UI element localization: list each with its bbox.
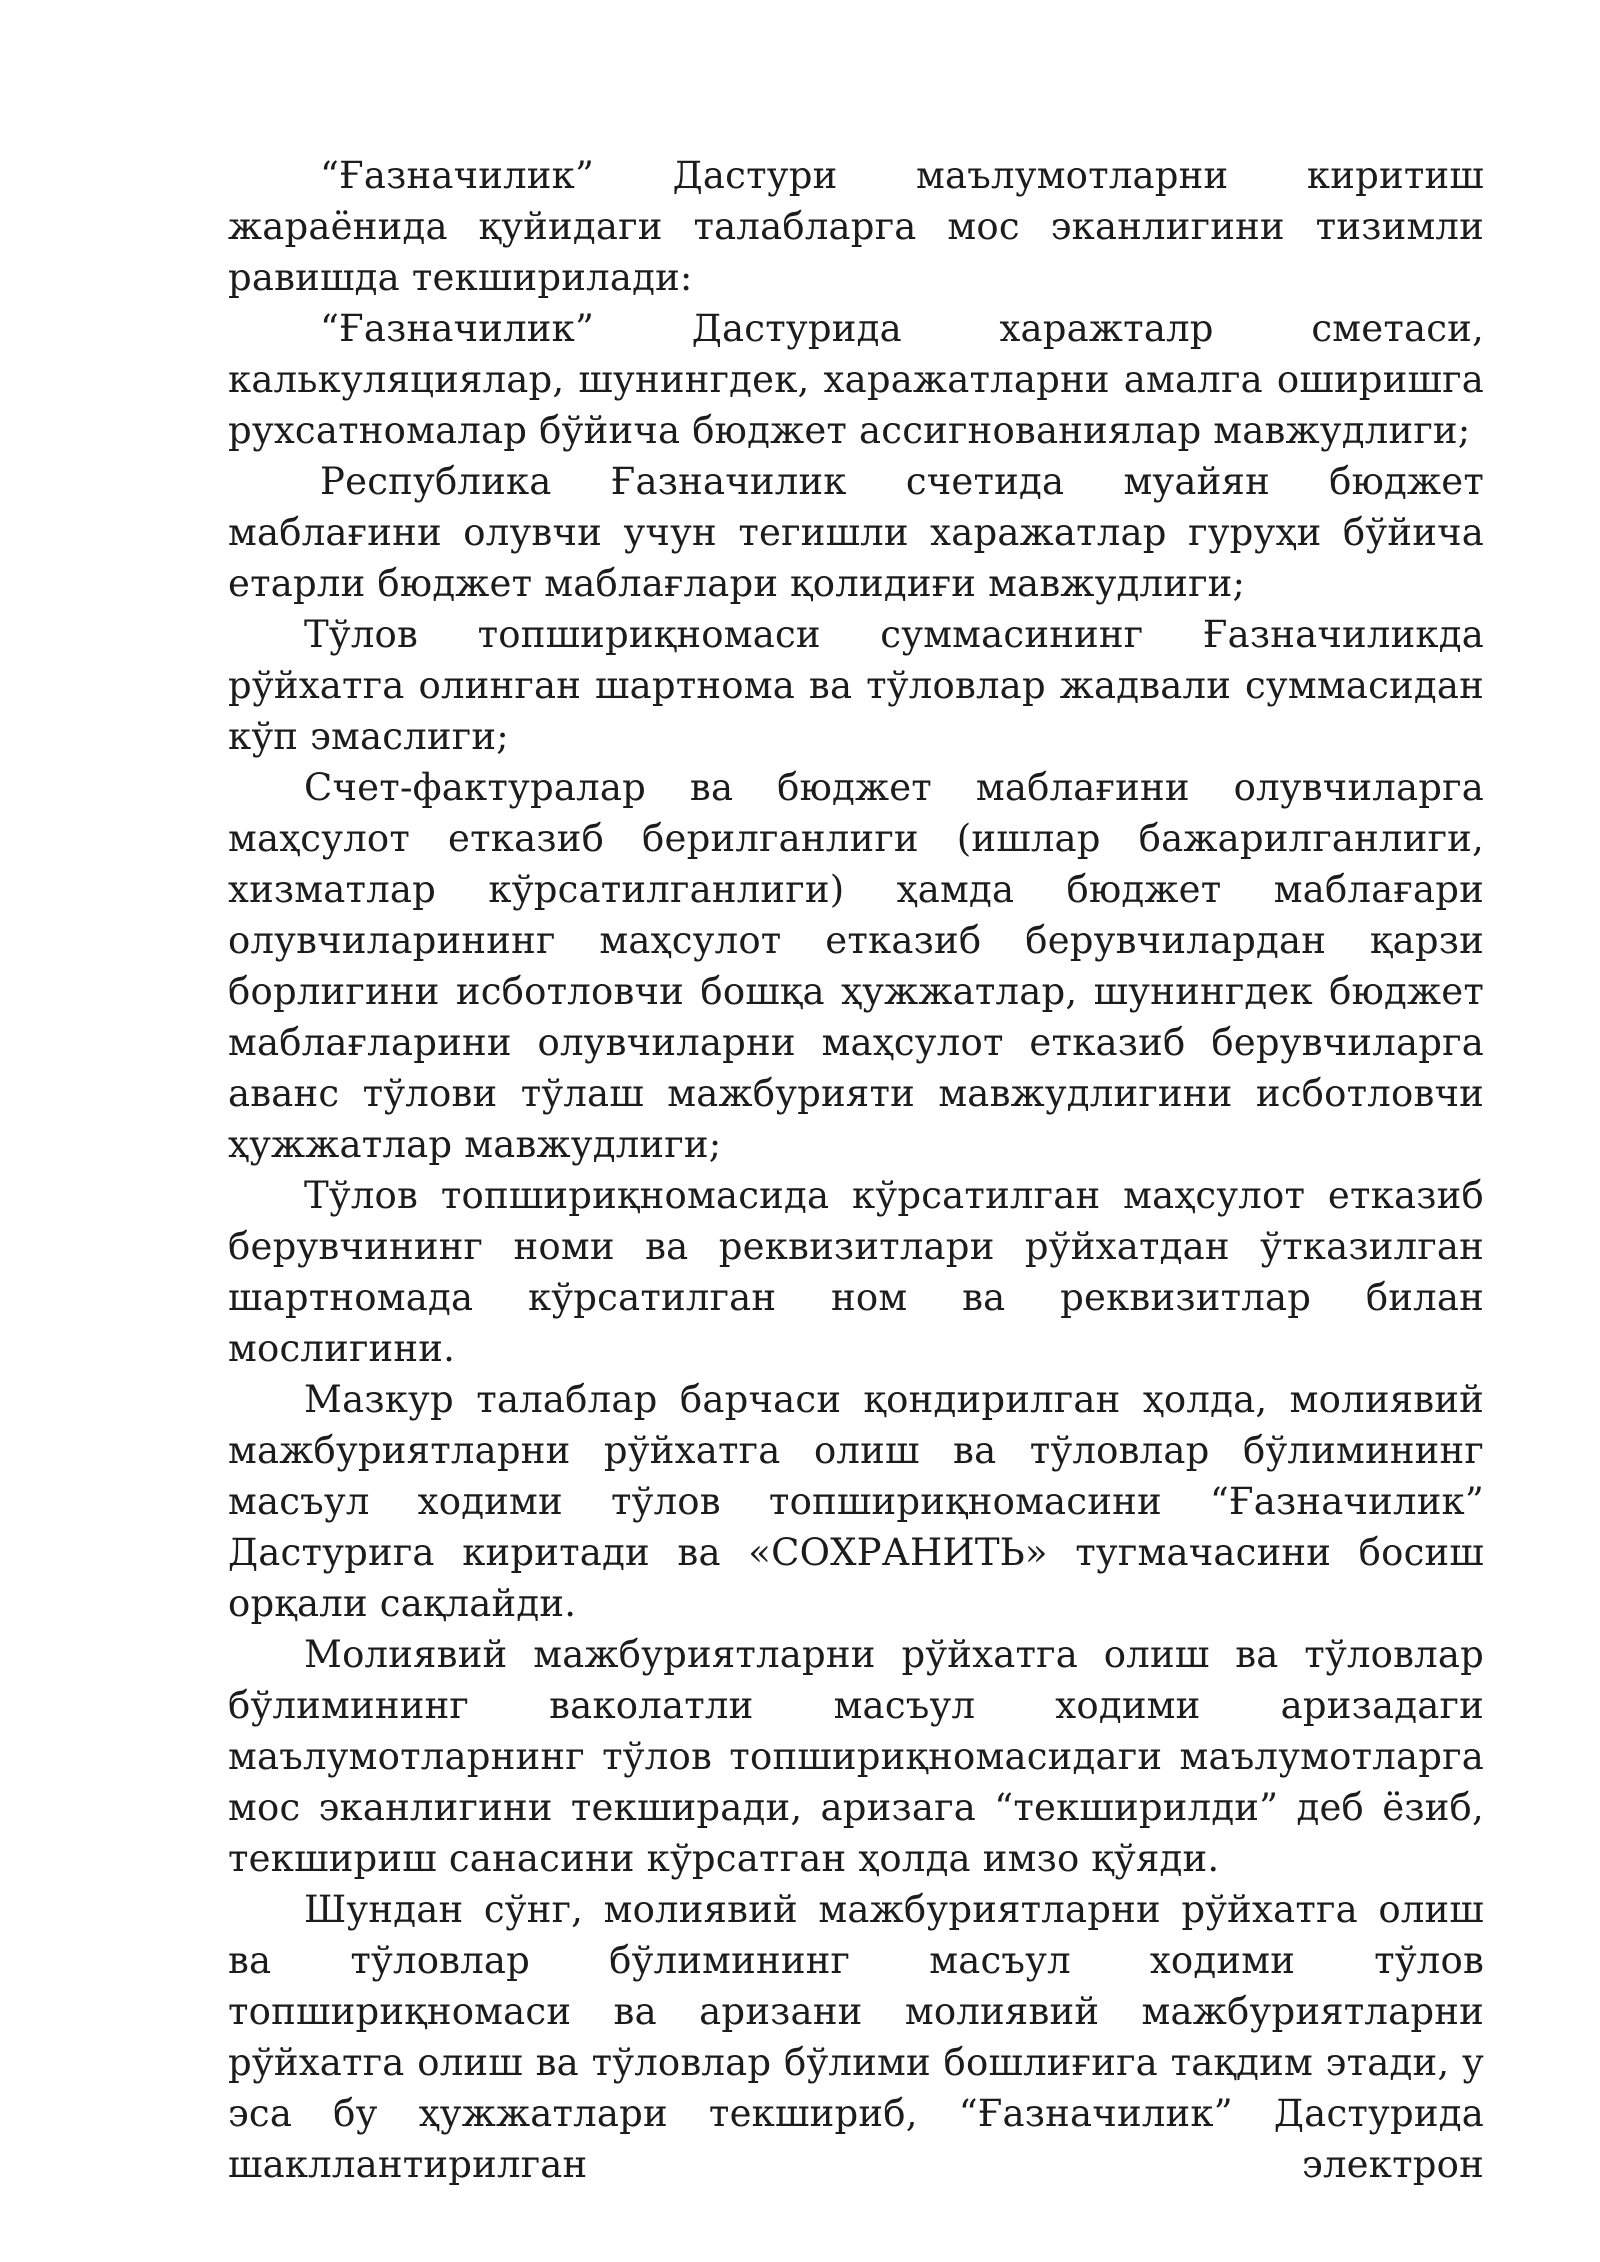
paragraph: Молиявий мажбуриятларни рўйхатга олиш ва тўловлар бўлимининг ваколатли масъул ходими аризадаги маълумотларнинг тўлов топшириқномасидаги маълумотларга мос эканлигини текширади, аризага “текширилди” деб ёзиб, текшириш санасини кўрсатган ҳолда имзо қўяди. — [228, 1633, 1484, 1880]
paragraph: Счет-фактуралар ва бюджет маблағини олувчиларга маҳсулот етказиб берилганлиги (ишлар бажарилганлиги, хизматлар кўрсатилганлиги) ҳамда бюджет маблағари олувчиларининг маҳсулот етказиб берувчилардан қарзи борлигини исботловчи бошқа ҳужжатлар, шунингдек бюджет маблағларини олувчиларни маҳсулот етказиб берувчиларга аванс тўлови тўлаш мажбурияти мавжудлигини исботловчи ҳужжатлар мавжудлиги; — [228, 766, 1484, 1166]
document-page — [228, 150, 1484, 2190]
paragraph: Тўлов топшириқномаси суммасининг Ғазначиликда рўйхатга олинган шартнома ва тўловлар жадвали суммасидан кўп эмаслиги; — [228, 613, 1484, 758]
paragraph: Мазкур талаблар барчаси қондирилган ҳолда, молиявий мажбуриятларни рўйхатга олиш ва тўловлар бўлимининг масъул ходими тўлов топшириқномасини “Ғазначилик” Дастурига киритади ва «СОХРАНИТЬ» тугмачасини босиш орқали сақлайди. — [228, 1378, 1484, 1625]
paragraph: Тўлов топшириқномасида кўрсатилган маҳсулот етказиб берувчининг номи ва реквизитлари рўйхатдан ўтказилган шартномада кўрсатилган ном ва реквизитлар билан мослигини. — [228, 1174, 1484, 1370]
paragraph: Республика Ғазначилик счетида муайян бюджет маблағини олувчи учун тегишли харажатлар гуруҳи бўйича етарли бюджет маблағлари қолидиғи мавжудлиги; — [228, 460, 1484, 605]
paragraph: “Ғазначилик” Дастурида харажталр сметаси, калькуляциялар, шунингдек, харажатларни амалга оширишга рухсатномалар бўйича бюджет ассигнованиялар мавжудлиги; — [228, 307, 1484, 452]
paragraph: “Ғазначилик” Дастури маълумотларни киритиш жараёнида қуйидаги талабларга мос эканлигини тизимли равишда текширилади: — [228, 154, 1484, 299]
paragraph: Шундан сўнг, молиявий мажбуриятларни рўйхатга олиш ва тўловлар бўлимининг масъул ходими тўлов топшириқномаси ва аризани молиявий мажбуриятларни рўйхатга олиш ва тўловлар бўлими бошлиғига тақдим этади, у эса бу ҳужжатлари текшириб, “Ғазначилик” Дастурида шакллантирилган электрон — [228, 1888, 1484, 2186]
